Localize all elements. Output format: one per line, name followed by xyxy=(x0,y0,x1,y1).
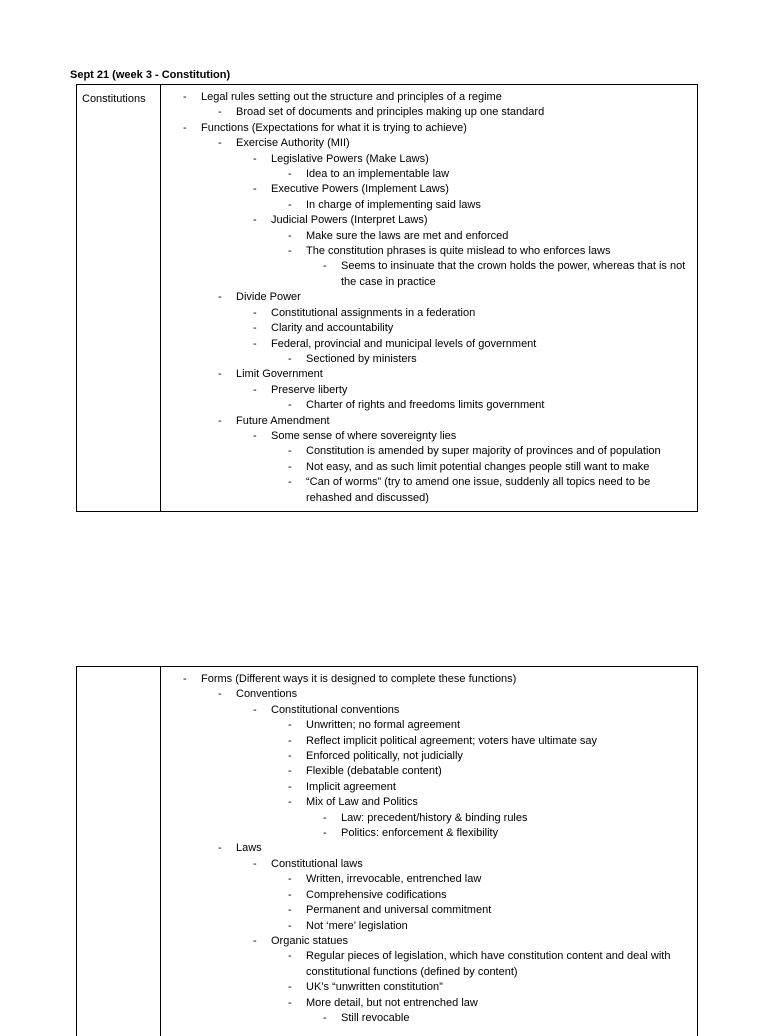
bullet-dash: - xyxy=(288,719,292,732)
bullet-text: Sectioned by ministers xyxy=(306,352,417,365)
bullet-dash: - xyxy=(218,414,222,427)
bullet-text: Written, irrevocable, entrenched law xyxy=(306,873,482,886)
bullet-dash: - xyxy=(253,857,257,870)
bullet-item-level-3 xyxy=(161,429,697,444)
bullet-text: Regular pieces of legislation, which have constitution content and deal with constitutional functions (defined by content) xyxy=(306,950,671,978)
bullet-text: Constitutional conventions xyxy=(271,703,400,716)
bullet-item-level-4 xyxy=(161,198,697,213)
bullet-item-level-2 xyxy=(161,841,697,856)
bullet-text: Executive Powers (Implement Laws) xyxy=(271,183,449,196)
table-label-cell: Constitutions xyxy=(77,85,161,511)
bullet-item-level-4 xyxy=(161,888,697,903)
bullet-item-level-2 xyxy=(161,414,697,429)
bullet-dash: - xyxy=(218,106,222,119)
bullet-item-level-3 xyxy=(161,383,697,398)
bullet-item-level-4 xyxy=(161,980,697,995)
bullet-item-level-4 xyxy=(161,872,697,887)
bullet-item-level-3 xyxy=(161,703,697,718)
bullet-dash: - xyxy=(323,811,327,824)
bullet-text: Not easy, and as such limit potential changes people still want to make xyxy=(306,460,650,473)
bullet-text: In charge of implementing said laws xyxy=(306,198,481,211)
bullet-dash: - xyxy=(288,780,292,793)
bullet-dash: - xyxy=(288,198,292,211)
bullet-dash: - xyxy=(218,137,222,150)
bullet-item-level-4 xyxy=(161,460,697,475)
bullet-dash: - xyxy=(288,873,292,886)
bullet-text: Some sense of where sovereignty lies xyxy=(271,429,457,442)
bullet-text: Organic statues xyxy=(271,934,349,947)
bullet-dash: - xyxy=(288,352,292,365)
bullet-text: Clarity and accountability xyxy=(271,322,394,335)
bullet-dash: - xyxy=(288,476,292,489)
bullet-dash: - xyxy=(288,245,292,258)
bullet-dash: - xyxy=(288,919,292,932)
bullet-text: Politics: enforcement & flexibility xyxy=(341,827,499,840)
bullet-text: Permanent and universal commitment xyxy=(306,904,492,917)
bullet-text: More detail, but not entrenched law xyxy=(306,996,478,1009)
bullet-text: Constitutional laws xyxy=(271,857,363,870)
bullet-item-level-3 xyxy=(161,152,697,167)
bullet-text: Judicial Powers (Interpret Laws) xyxy=(271,214,428,227)
bullet-text: Seems to insinuate that the crown holds the power, whereas that is not the case in practice xyxy=(341,260,686,288)
bullet-dash: - xyxy=(288,765,292,778)
bullet-dash: - xyxy=(288,734,292,747)
bullet-item-level-3 xyxy=(161,213,697,228)
page-heading: Sept 21 (week 3 - Constitution) xyxy=(70,69,231,81)
bullet-dash: - xyxy=(288,750,292,763)
notes-table-forms xyxy=(76,666,698,1036)
bullet-text: Divide Power xyxy=(236,291,301,304)
bullet-item-level-4 xyxy=(161,444,697,459)
bullet-text: Functions (Expectations for what it is trying to achieve) xyxy=(201,121,467,134)
bullet-item-level-2 xyxy=(161,367,697,382)
bullet-dash: - xyxy=(218,842,222,855)
bullet-dash: - xyxy=(323,827,327,840)
bullet-item-level-4 xyxy=(161,734,697,749)
bullet-item-level-4 xyxy=(161,167,697,182)
bullet-item-level-4 xyxy=(161,764,697,779)
bullet-dash: - xyxy=(288,950,292,963)
bullet-dash: - xyxy=(288,229,292,242)
bullet-dash: - xyxy=(253,306,257,319)
bullet-dash: - xyxy=(183,121,187,134)
bullet-text: Mix of Law and Politics xyxy=(306,796,418,809)
bullet-text: Federal, provincial and municipal levels of government xyxy=(271,337,537,350)
bullet-item-level-4 xyxy=(161,919,697,934)
bullet-dash: - xyxy=(253,337,257,350)
bullet-text: Forms (Different ways it is designed to complete these functions) xyxy=(201,673,517,685)
bullet-text: Constitutional assignments in a federation xyxy=(271,306,476,319)
table-content-cell xyxy=(161,667,697,1036)
bullet-text: Preserve liberty xyxy=(271,383,348,396)
bullet-item-level-3 xyxy=(161,857,697,872)
bullet-item-level-1 xyxy=(161,121,697,136)
bullet-dash: - xyxy=(323,1011,327,1024)
bullet-text: Constitution is amended by super majority of provinces and of population xyxy=(306,445,661,458)
bullet-item-level-4 xyxy=(161,475,697,506)
bullet-dash: - xyxy=(253,703,257,716)
bullet-dash: - xyxy=(323,260,327,273)
bullet-dash: - xyxy=(183,673,187,685)
bullet-dash: - xyxy=(253,214,257,227)
bullet-dash: - xyxy=(288,168,292,181)
bullet-text: Reflect implicit political agreement; voters have ultimate say xyxy=(306,734,598,747)
bullet-item-level-3 xyxy=(161,306,697,321)
bullet-text: Limit Government xyxy=(236,368,323,381)
table-content-cell xyxy=(161,85,697,511)
bullet-item-level-1 xyxy=(161,672,697,687)
bullet-text: Implicit agreement xyxy=(306,780,396,793)
bullet-item-level-3 xyxy=(161,182,697,197)
bullet-dash: - xyxy=(253,383,257,396)
bullet-text: Comprehensive codifications xyxy=(306,888,447,901)
bullet-dash: - xyxy=(288,996,292,1009)
bullet-item-level-2 xyxy=(161,290,697,305)
bullet-text: UK’s “unwritten constitution” xyxy=(306,981,443,994)
bullet-text: Not ‘mere’ legislation xyxy=(306,919,408,932)
bullet-item-level-4 xyxy=(161,780,697,795)
bullet-text: Exercise Authority (MII) xyxy=(236,137,350,150)
bullet-item-level-4 xyxy=(161,749,697,764)
bullet-dash: - xyxy=(288,399,292,412)
bullet-dash: - xyxy=(218,368,222,381)
bullet-item-level-5 xyxy=(161,826,697,841)
bullet-item-level-5 xyxy=(161,1011,697,1026)
bullet-item-level-4 xyxy=(161,244,697,259)
bullet-dash: - xyxy=(288,460,292,473)
bullet-item-level-4 xyxy=(161,903,697,918)
bullet-dash: - xyxy=(183,91,187,103)
bullet-dash: - xyxy=(288,904,292,917)
bullet-item-level-1 xyxy=(161,90,697,105)
bullet-item-level-4 xyxy=(161,996,697,1011)
bullet-dash: - xyxy=(218,688,222,701)
notes-table-constitutions xyxy=(76,84,698,512)
bullet-text: Laws xyxy=(236,842,262,855)
bullet-text: Unwritten; no formal agreement xyxy=(306,719,461,732)
bullet-text: Legal rules setting out the structure and principles of a regime xyxy=(201,91,502,103)
bullet-dash: - xyxy=(253,934,257,947)
bullet-text: Law: precedent/history & binding rules xyxy=(341,811,528,824)
bullet-text: “Can of worms” (try to amend one issue, suddenly all topics need to be rehashed and discussed) xyxy=(306,476,651,504)
bullet-dash: - xyxy=(253,152,257,165)
bullet-text: The constitution phrases is quite mislead to who enforces laws xyxy=(306,245,611,258)
bullet-text: Make sure the laws are met and enforced xyxy=(306,229,509,242)
bullet-item-level-3 xyxy=(161,337,697,352)
bullet-dash: - xyxy=(253,429,257,442)
bullet-item-level-4 xyxy=(161,718,697,733)
bullet-dash: - xyxy=(288,445,292,458)
bullet-dash: - xyxy=(288,796,292,809)
bullet-text: Legislative Powers (Make Laws) xyxy=(271,152,429,165)
bullet-dash: - xyxy=(288,888,292,901)
bullet-item-level-5 xyxy=(161,259,697,290)
bullet-dash: - xyxy=(218,291,222,304)
bullet-item-level-4 xyxy=(161,229,697,244)
bullet-text: Conventions xyxy=(236,688,298,701)
bullet-text: Broad set of documents and principles making up one standard xyxy=(236,106,545,119)
bullet-item-level-2 xyxy=(161,105,697,120)
bullet-item-level-4 xyxy=(161,398,697,413)
bullet-item-level-3 xyxy=(161,934,697,949)
bullet-text: Future Amendment xyxy=(236,414,330,427)
bullet-item-level-2 xyxy=(161,687,697,702)
bullet-text: Charter of rights and freedoms limits government xyxy=(306,399,545,412)
bullet-dash: - xyxy=(253,322,257,335)
bullet-dash: - xyxy=(253,183,257,196)
bullet-text: Flexible (debatable content) xyxy=(306,765,442,778)
bullet-item-level-4 xyxy=(161,352,697,367)
bullet-text: Still revocable xyxy=(341,1011,410,1024)
bullet-item-level-4 xyxy=(161,949,697,980)
bullet-item-level-3 xyxy=(161,321,697,336)
table-label-cell xyxy=(77,667,161,1036)
bullet-item-level-5 xyxy=(161,811,697,826)
bullet-item-level-2 xyxy=(161,136,697,151)
bullet-dash: - xyxy=(288,981,292,994)
bullet-text: Idea to an implementable law xyxy=(306,168,450,181)
bullet-text: Enforced politically, not judicially xyxy=(306,750,463,763)
bullet-item-level-4 xyxy=(161,795,697,810)
